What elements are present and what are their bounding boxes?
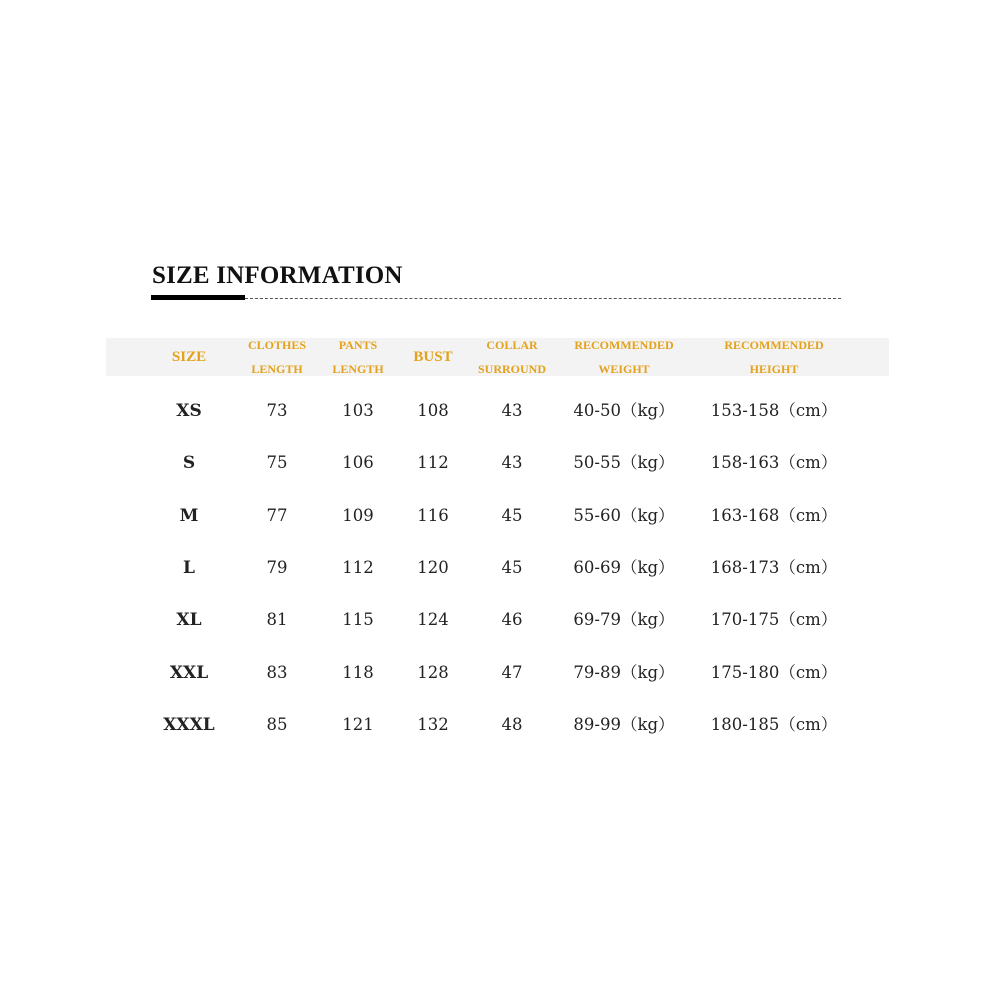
- cell-size: XL: [176, 610, 202, 630]
- column-header-line: HEIGHT: [749, 362, 799, 376]
- column-header-line: COLLAR: [486, 338, 538, 352]
- cell-clothes-length: 79: [266, 558, 288, 577]
- cell-clothes-length: 77: [266, 506, 288, 525]
- cell-bust: 120: [417, 558, 449, 577]
- cell-collar-surround: 43: [501, 453, 523, 472]
- cell-bust: 112: [417, 453, 449, 472]
- page-title: SIZE INFORMATION: [152, 262, 403, 289]
- cell-pants-length: 121: [342, 715, 374, 734]
- cell-size: XXL: [169, 663, 209, 683]
- cell-recommended-height: 163-168（cm）: [710, 506, 838, 525]
- cell-recommended-weight: 79-89（kg）: [573, 663, 675, 682]
- cell-bust: 124: [417, 610, 449, 629]
- cell-clothes-length: 75: [266, 453, 288, 472]
- cell-recommended-height: 175-180（cm）: [710, 663, 838, 682]
- title-underline-accent: [151, 295, 245, 300]
- cell-recommended-height: 170-175（cm）: [710, 610, 838, 629]
- table-row: [0, 501, 1000, 531]
- column-header-line: RECOMMENDED: [724, 338, 824, 352]
- cell-recommended-weight: 69-79（kg）: [573, 610, 675, 629]
- table-row: [0, 448, 1000, 478]
- column-header-line: SURROUND: [477, 362, 547, 376]
- cell-clothes-length: 81: [266, 610, 288, 629]
- column-header-bust: [413, 348, 452, 366]
- table-row: [0, 658, 1000, 688]
- column-header-line: BUST: [413, 349, 453, 365]
- cell-pants-length: 103: [342, 401, 374, 420]
- table-row: [0, 710, 1000, 740]
- column-header-recommended-weight: [574, 333, 673, 381]
- cell-bust: 128: [417, 663, 449, 682]
- cell-recommended-height: 180-185（cm）: [710, 715, 838, 734]
- cell-pants-length: 112: [342, 558, 374, 577]
- column-header-collar-surround: [478, 333, 546, 381]
- column-header-line: CLOTHES: [247, 338, 307, 352]
- table-row: [0, 605, 1000, 635]
- column-header-line: RECOMMENDED: [574, 338, 674, 352]
- cell-recommended-height: 168-173（cm）: [710, 558, 838, 577]
- cell-bust: 108: [417, 401, 449, 420]
- column-header-line: SIZE: [171, 349, 207, 365]
- cell-recommended-weight: 40-50（kg）: [573, 401, 675, 420]
- cell-recommended-weight: 60-69（kg）: [573, 558, 675, 577]
- cell-clothes-length: 73: [266, 401, 288, 420]
- cell-collar-surround: 48: [501, 715, 523, 734]
- column-header-recommended-height: [724, 333, 823, 381]
- table-row: [0, 396, 1000, 426]
- cell-recommended-weight: 50-55（kg）: [573, 453, 675, 472]
- column-header-clothes-length: [248, 333, 306, 381]
- column-header-line: LENGTH: [251, 362, 303, 376]
- cell-size: XXXL: [163, 715, 215, 735]
- column-header-line: PANTS: [338, 338, 378, 352]
- column-header-size: [172, 348, 206, 366]
- cell-recommended-weight: 55-60（kg）: [573, 506, 675, 525]
- cell-clothes-length: 85: [266, 715, 288, 734]
- cell-size: XS: [176, 401, 202, 421]
- cell-size: S: [182, 453, 196, 473]
- cell-recommended-weight: 89-99（kg）: [573, 715, 675, 734]
- column-header-pants-length: [332, 333, 383, 381]
- column-header-line: LENGTH: [332, 362, 384, 376]
- cell-collar-surround: 45: [501, 506, 523, 525]
- cell-pants-length: 109: [342, 506, 374, 525]
- cell-recommended-height: 158-163（cm）: [710, 453, 838, 472]
- cell-clothes-length: 83: [266, 663, 288, 682]
- cell-bust: 132: [417, 715, 449, 734]
- table-row: [0, 553, 1000, 583]
- title-dashed-divider: [245, 298, 841, 299]
- cell-recommended-height: 153-158（cm）: [710, 401, 838, 420]
- cell-collar-surround: 46: [501, 610, 523, 629]
- cell-pants-length: 106: [342, 453, 374, 472]
- cell-collar-surround: 45: [501, 558, 523, 577]
- column-header-line: WEIGHT: [598, 362, 650, 376]
- cell-size: M: [179, 506, 199, 526]
- cell-pants-length: 115: [342, 610, 374, 629]
- cell-collar-surround: 43: [501, 401, 523, 420]
- cell-bust: 116: [417, 506, 449, 525]
- cell-collar-surround: 47: [501, 663, 523, 682]
- cell-pants-length: 118: [342, 663, 374, 682]
- cell-size: L: [183, 558, 195, 578]
